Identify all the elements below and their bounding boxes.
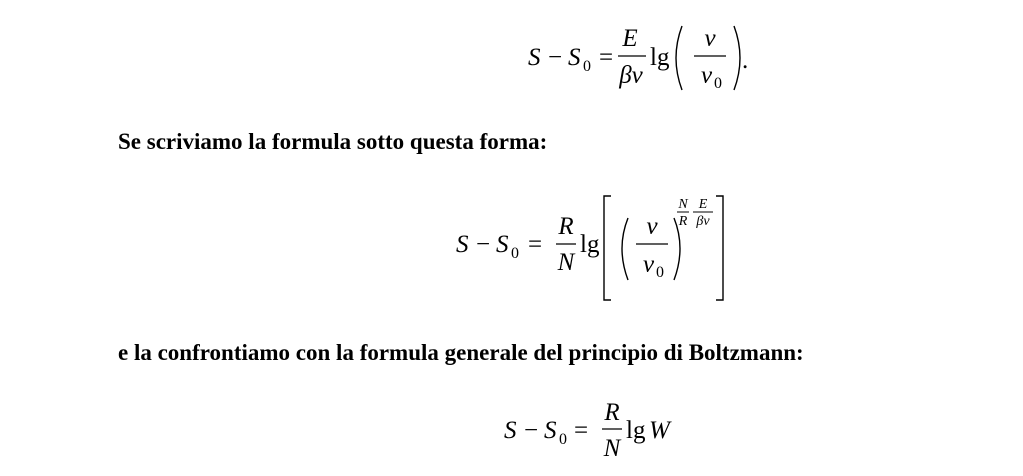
equation-2-svg [456,188,736,304]
eq3-w: W [649,417,670,444]
eq1-left-paren [676,26,682,90]
eq2-s0-sub: 0 [511,245,519,262]
eq2-exp-a-den: R [678,214,688,229]
eq2-frac-num: R [558,213,574,240]
eq1-log: lg [650,44,670,71]
eq2-left-bracket [604,196,611,300]
paragraph-intro: Se scriviamo la formula sotto questa forma: [118,129,548,154]
paragraph-compare: e la confrontiamo con la formula generale del principio di Boltzmann: [118,340,804,365]
eq2-inner-den: ν [643,251,655,278]
eq1-inner-num: ν [704,25,716,52]
eq2-inner-den-sub: 0 [656,264,664,281]
eq1-inner-den: ν [701,62,713,89]
eq1-inner-den-sub: 0 [714,75,722,92]
eq3-s0-sub: 0 [559,431,567,448]
eq3-s0-base: S [544,417,557,444]
equation-boltzmann [504,396,704,468]
eq3-log: lg [626,417,646,444]
eq2-exp-b-den: βν [696,214,710,229]
eq1-s: S [528,44,541,71]
eq2-left-paren [622,218,628,280]
eq3-frac-den: N [603,435,621,462]
equation-3-svg [504,396,704,468]
eq2-frac-den: N [557,249,575,276]
eq3-equals: = [574,417,589,444]
eq1-equals: = [599,44,614,71]
eq2-exp-a-num: N [678,197,688,212]
equation-entropy-energy [528,18,768,98]
eq3-frac-num: R [604,399,620,426]
eq1-frac-den: βν [619,62,643,89]
eq2-minus: − [476,231,491,258]
eq3-minus: − [524,417,539,444]
eq2-right-bracket [716,196,723,300]
eq1-frac-num: E [622,25,638,52]
eq2-equals: = [528,231,543,258]
eq1-s0-sub: 0 [583,58,591,75]
eq1-right-paren [734,26,740,90]
eq2-s: S [456,231,469,258]
equation-entropy-rewritten [456,188,736,304]
eq3-s: S [504,417,517,444]
eq2-inner-num: ν [646,213,658,240]
eq1-minus: − [548,44,563,71]
eq1-s0-base: S [568,44,581,71]
eq2-exp-b-num: E [698,197,708,212]
eq1-period: . [742,47,749,74]
eq2-s0-base: S [496,231,509,258]
eq2-log: lg [580,231,600,258]
equation-1-svg [528,18,768,98]
